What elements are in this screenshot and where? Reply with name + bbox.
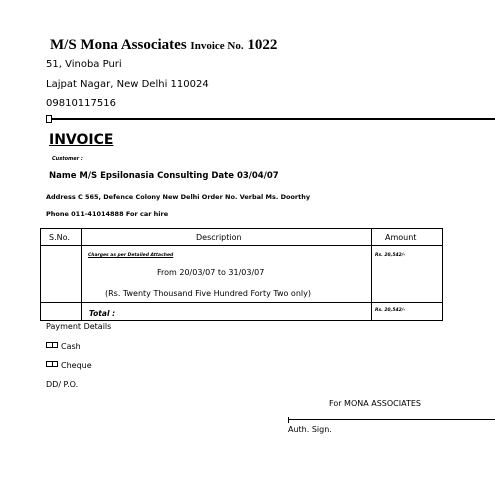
customer-address-line: Address C 565, Defence Colony New Delhi Order No. Verbal Ms. Doorthy [46,193,311,201]
customer-phone-line: Phone 011-41014888 For car hire [46,210,169,218]
items-table [40,228,443,321]
column-header-description: Description [196,233,242,242]
total-amount: Rs. 20,542/- [375,308,406,313]
address-line-1: 51, Vinoba Puri [46,59,122,70]
dd-po-label: DD/ P.O. [46,380,79,389]
total-label: Total : [89,309,116,318]
billing-period: From 20/03/07 to 31/03/07 [157,268,265,277]
auth-sign-label: Auth. Sign. [288,425,332,434]
invoice-heading: INVOICE [49,132,114,148]
table-column-divider [81,229,82,320]
signature-line [288,419,495,420]
cash-label: Cash [61,342,81,351]
cheque-checkbox[interactable] [46,361,58,367]
table-total-divider [41,302,442,303]
invoice-number: 1022 [247,37,278,53]
header-divider [46,118,495,120]
company-name: M/S Mona Associates [50,37,187,53]
company-header [50,37,277,54]
customer-label: Customer : [52,156,83,162]
cash-checkbox[interactable] [46,342,58,348]
invoice-number-label: Invoice No. [190,40,244,52]
amount-in-words: (Rs. Twenty Thousand Five Hundred Forty Two only) [105,289,311,298]
column-header-sno: S.No. [49,233,70,242]
charges-note: Charges as per Detailed Attached [88,253,174,258]
company-phone: 09810117516 [46,98,116,109]
table-header-divider [41,245,442,246]
address-line-2: Lajpat Nagar, New Delhi 110024 [46,79,209,90]
payment-details-label: Payment Details [46,322,112,331]
customer-name-line: Name M/S Epsilonasia Consulting Date 03/04/07 [49,171,279,181]
item-amount: Rs. 20,542/- [375,253,406,258]
table-column-divider [371,229,372,320]
column-header-amount: Amount [385,233,417,242]
cheque-label: Cheque [61,361,92,370]
for-company-label: For MONA ASSOCIATES [329,399,421,408]
